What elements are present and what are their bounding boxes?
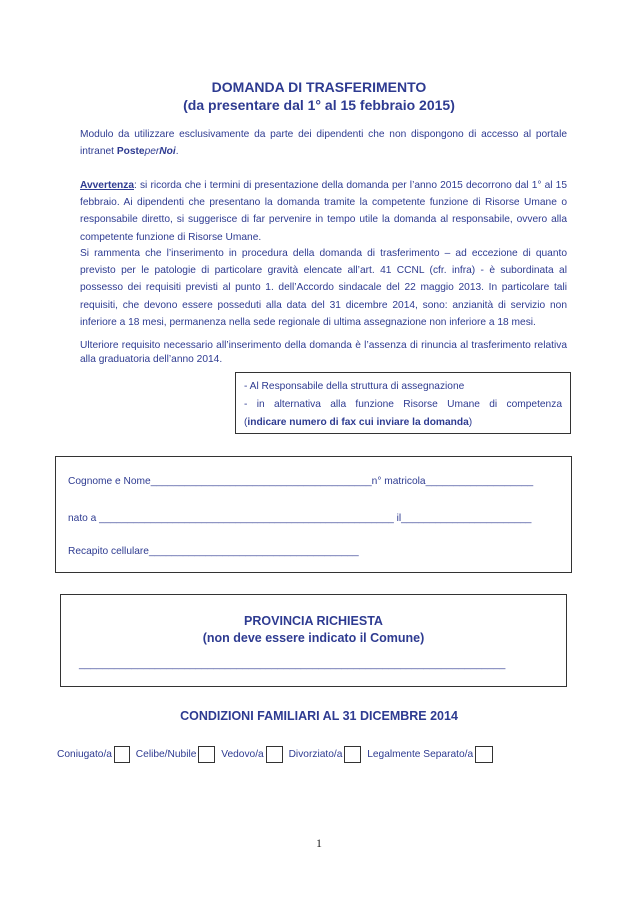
option-separated-checkbox[interactable]	[475, 746, 493, 763]
recipient-paren-close: )	[468, 417, 473, 428]
option-divorced-checkbox[interactable]	[344, 746, 361, 763]
option-widowed-label: Vedovo/a	[221, 749, 264, 760]
option-single-checkbox[interactable]	[198, 746, 215, 763]
matricola-label: n° matricola	[371, 476, 426, 487]
recipient-fax-note: indicare numero di fax cui inviare la domanda	[247, 417, 469, 428]
birthplace-label: nato a	[68, 513, 100, 524]
recipient-paren-open: (	[244, 417, 248, 428]
option-widowed-checkbox[interactable]	[266, 746, 283, 763]
recipient-line-1: - Al Responsabile della struttura di assegnazione	[244, 381, 465, 392]
family-title: CONDIZIONI FAMILIARI AL 31 DICEMBRE 2014	[180, 709, 458, 723]
brand-poste: Poste	[116, 146, 145, 158]
page-title: DOMANDA DI TRASFERIMENTO	[211, 79, 427, 95]
option-married-checkbox[interactable]	[114, 746, 130, 763]
name-label: Cognome e Nome	[68, 476, 151, 487]
birthplace-input[interactable]: ____________________________________________________	[99, 513, 394, 524]
brand-per: per	[144, 146, 160, 158]
warning-paragraph	[80, 177, 567, 246]
further-paragraph	[80, 339, 567, 367]
option-separated-label: Legalmente Separato/a	[367, 749, 474, 760]
recipient-box	[235, 372, 571, 434]
name-row	[68, 475, 533, 489]
warning-label: Avvertenza	[80, 180, 134, 191]
recipient-line-3	[244, 414, 562, 432]
personal-data-box	[55, 456, 572, 573]
name-input[interactable]: _______________________________________	[150, 476, 372, 487]
province-input[interactable]: _________________________________________________________________________	[79, 658, 506, 670]
phone-label: Recapito cellulare	[68, 546, 149, 557]
requirements-paragraph	[80, 245, 567, 331]
intro-text: Modulo da utilizzare esclusivamente da parte dei dipendenti che non dispongono di accesso al portale intranet	[80, 129, 567, 158]
option-single-label: Celibe/Nubile	[135, 749, 197, 760]
intro-end: .	[175, 146, 179, 158]
warning-text: : si ricorda che i termini di presentazione della domanda per l’anno 2015 decorrono dal 1° al 15 febbraio. Ai dipendenti che presentano la domanda tramite la competente funzione di Risorse Umane o responsabile diretto, si suggerisce di far pervenire in tempo utile la domanda al responsabile, ovvero alla competente funzione di Risorse Umane.	[80, 180, 567, 243]
matricola-input[interactable]: ___________________	[425, 476, 534, 487]
phone-row	[68, 545, 359, 559]
birthdate-input[interactable]: _______________________	[401, 513, 532, 524]
brand-noi: Noi	[159, 146, 176, 158]
birthdate-label: il	[393, 513, 402, 524]
recipient-line-2: - in alternativa alla funzione Risorse Umane di competenza	[244, 399, 562, 410]
intro-paragraph	[80, 126, 567, 160]
page-number: 1	[316, 836, 322, 850]
province-box	[60, 594, 567, 687]
province-subtitle: (non deve essere indicato il Comune)	[202, 631, 425, 645]
birth-row	[68, 512, 531, 526]
province-title: PROVINCIA RICHIESTA	[244, 614, 383, 628]
page-subtitle: (da presentare dal 1° al 15 febbraio 2015)	[183, 97, 455, 113]
option-married-label: Coniugato/a	[57, 749, 112, 760]
option-divorced-label: Divorziato/a	[288, 749, 343, 760]
further-text: Ulteriore requisito necessario all’inserimento della domanda è l’assenza di rinuncia al trasferimento relativa alla graduatoria dell’anno 2014.	[80, 340, 567, 365]
requirements-text: Si rammenta che l’inserimento in procedura della domanda di trasferimento – ad eccezione di quanto previsto per le patologie di particolare gravità elencate all’art. 41 CCNL (cfr. infra) - è subordinata al possesso dei requisiti previsti al punto 1. dell’Accordo sindacale del 22 maggio 2013. In particolare tali requisiti, che devono essere posseduti alla data del 31 dicembre 2014, sono: anzianità di servizio non inferiore a 18 mesi, permanenza nella sede regionale di ultima assegnazione non inferiore a 18 mesi.	[80, 248, 567, 328]
family-options	[57, 746, 496, 763]
phone-input[interactable]: _____________________________________	[148, 546, 359, 557]
